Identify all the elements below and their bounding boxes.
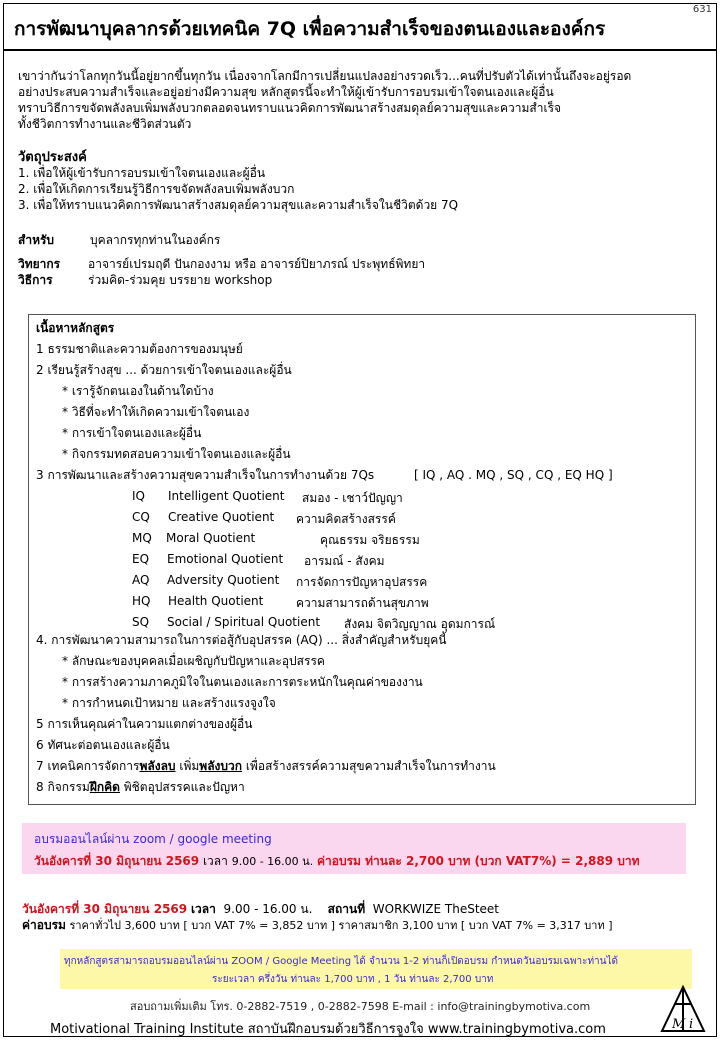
course-subtopic: * เรารู้จักตนเองในด้านใดบ้าง bbox=[62, 384, 214, 398]
onsite-fee bbox=[22, 918, 613, 933]
objective-item: 2. เพื่อให้เกิดการเรียนรู้วิธีการขจัดพลังลบเพิ่มพลังบวก bbox=[18, 182, 295, 196]
negative-energy-text: พลังลบ bbox=[139, 759, 176, 773]
topic-7-middle: เพิ่ม bbox=[175, 759, 200, 773]
course-subtopic: * วิธีที่จะทำให้เกิดความเข้าใจตนเอง bbox=[62, 405, 250, 419]
onsite-time-label: เวลา bbox=[190, 902, 216, 916]
online-training-title: อบรมออนไลน์ผ่าน zoom / google meeting bbox=[34, 832, 272, 846]
course-topic-5: 5 การเห็นคุณค่าในความแตกต่างของผู้อื่น bbox=[36, 717, 253, 731]
course-topic-6: 6 ทัศนะต่อตนเองและผู้อื่น bbox=[36, 738, 170, 752]
q-abbr: AQ bbox=[132, 573, 150, 587]
course-subtopic: * ลักษณะของบุคคลเมื่อเผชิญกับปัญหาและอุปสรรค bbox=[62, 654, 325, 668]
audience-label: สำหรับ bbox=[18, 233, 55, 247]
q-abbr: IQ bbox=[132, 489, 145, 503]
q-thai: สังคม จิตวิญญาณ อุดมการณ์ bbox=[344, 617, 496, 631]
q-abbr: SQ bbox=[132, 615, 150, 629]
objective-item: 3. เพื่อให้ทราบแนวคิดการพัฒนาสร้างสมดุลย์ความสุขและความสำเร็จในชีวิตด้วย 7Q bbox=[18, 198, 459, 212]
topic-7-suffix: เพื่อสร้างสรรค์ความสุขความสำเร็จในการทำงาน bbox=[242, 759, 496, 773]
intro-line-2: อย่างประสบความสำเร็จและอยู่อย่างมีความสุข หลักสูตรนี้จะทำให้ผู้เข้ารับการอบรมเข้าใจตนเองและผู้อื่น bbox=[18, 85, 554, 99]
course-topic-7 bbox=[36, 756, 496, 777]
q-name: Moral Quotient bbox=[166, 531, 256, 545]
objective-item: 1. เพื่อให้ผู้เข้ารับการอบรมเข้าใจตนเองและผู้อื่น bbox=[18, 166, 266, 180]
onsite-time: 9.00 - 16.00 น. bbox=[223, 902, 313, 916]
online-time: 9.00 - 16.00 น. bbox=[231, 855, 314, 868]
course-subtopic: * การกำหนดเป้าหมาย และสร้างแรงจูงใจ bbox=[62, 696, 276, 710]
q-abbr: EQ bbox=[132, 552, 150, 566]
intro-line-1: เขาว่ากันว่าโลกทุกวันนี้อยู่ยากขึ้นทุกวัน เนื่องจากโลกมีการเปลี่ยนแปลงอย่างรวดเร็ว...คนที่ปรับตัวได้เท่านั้นถึงจะอยู่รอด bbox=[18, 69, 632, 83]
svg-text:M: M bbox=[672, 1017, 686, 1032]
venue-value: WORKWIZE TheSteet bbox=[372, 902, 499, 916]
contact-info: สอบถามเพิ่มเติม โทร. 0-2882-7519 , 0-2882-7598 E-mail : info@trainingbymotiva.com bbox=[130, 1000, 591, 1013]
practice-thinking-text: ฝึกคิด bbox=[89, 780, 120, 794]
topic-7-prefix: 7 เทคนิคการจัดการ bbox=[36, 759, 140, 773]
q-thai: คุณธรรม จริยธรรม bbox=[320, 533, 420, 547]
q-name: Health Quotient bbox=[168, 594, 264, 608]
notice-line-1: ทุกหลักสูตรสามารถอบรมออนไลน์ผ่าน ZOOM / Google Meeting ได้ จำนวน 1-2 ท่านก็เปิดอบรม กำหนดวันอบรมเฉพาะท่านได้ bbox=[64, 956, 619, 967]
course-topic-1: 1 ธรรมชาติและความต้องการของมนุษย์ bbox=[36, 342, 243, 356]
online-price: ค่าอบรม ท่านละ 2,700 บาท (บวก VAT7%) = 2,889 บาท bbox=[317, 854, 640, 868]
online-training-schedule bbox=[34, 852, 640, 871]
topic-8-prefix: 8 กิจกรรม bbox=[36, 780, 90, 794]
onsite-schedule bbox=[22, 902, 499, 917]
course-subtopic: * การเข้าใจตนเองและผู้อื่น bbox=[62, 426, 202, 440]
fee-label: ค่าอบรม bbox=[22, 918, 66, 932]
page-title: การพัฒนาบุคลากรด้วยเทคนิค 7Q เพื่อความสำเร็จของตนเองและองค์กร bbox=[14, 18, 606, 40]
notice-line-2: ระยะเวลา ครึ่งวัน ท่านละ 1,700 บาท , 1 วัน ท่านละ 2,700 บาท bbox=[212, 974, 494, 985]
institute-logo-icon bbox=[658, 984, 708, 1034]
course-topic-2: 2 เรียนรู้สร้างสุข ... ด้วยการเข้าใจตนเองและผู้อื่น bbox=[36, 363, 292, 377]
q-abbr: CQ bbox=[132, 510, 150, 524]
q-name: Emotional Quotient bbox=[167, 552, 284, 566]
page-number: 631 bbox=[692, 4, 712, 15]
fee-value: ราคาทั่วไป 3,600 บาท [ บวก VAT 7% = 3,852 บาท ] ราคาสมาชิก 3,100 บาท [ บวก VAT 7% = 3,317 บาท ] bbox=[69, 919, 613, 932]
intro-line-4: ทั้งชีวิตการทำงานและชีวิตส่วนตัว bbox=[18, 117, 192, 131]
q-thai: สมอง - เชาว์ปัญญา bbox=[302, 491, 403, 505]
q-name: Intelligent Quotient bbox=[168, 489, 285, 503]
audience-value: บุคลากรทุกท่านในองค์กร bbox=[90, 233, 221, 247]
q-thai: ความคิดสร้างสรรค์ bbox=[296, 512, 396, 526]
footer-institute: Motivational Training Institute สถาบันฝึกอบรมด้วยวิธีการจูงใจ www.trainingbymotiva.com bbox=[50, 1022, 606, 1037]
q-thai: การจัดการปัญหาอุปสรรค bbox=[296, 575, 428, 589]
q-name: Creative Quotient bbox=[168, 510, 275, 524]
speaker-label: วิทยากร bbox=[18, 257, 61, 271]
intro-line-3: ทราบวิธีการขจัดพลังลบเพิ่มพลังบวกตลอดจนทราบแนวคิดการพัฒนาสร้างสมดุลย์ความสุขและความสำเร็จ bbox=[18, 101, 562, 115]
q-name: Social / Spiritual Quotient bbox=[167, 615, 321, 629]
course-subtopic: * กิจกรรมทดสอบความเข้าใจตนเองและผู้อื่น bbox=[62, 447, 291, 461]
q-thai: ความสามารถด้านสุขภาพ bbox=[296, 596, 429, 610]
online-time-label: เวลา bbox=[202, 854, 228, 868]
quotient-list-brackets: [ IQ , AQ . MQ , SQ , CQ , EQ HQ ] bbox=[414, 468, 613, 482]
method-value: ร่วมคิด-ร่วมคุย บรรยาย workshop bbox=[88, 273, 273, 287]
course-heading: เนื้อหาหลักสูตร bbox=[36, 321, 115, 335]
svg-text:i: i bbox=[689, 1017, 694, 1032]
speaker-value: อาจารย์เปรมฤดี ปันกองงาม หรือ อาจารย์ปิยาภรณ์ ประพุทธ์พิทยา bbox=[88, 257, 426, 271]
q-name: Adversity Quotient bbox=[167, 573, 280, 587]
objectives-heading: วัตถุประสงค์ bbox=[18, 150, 87, 165]
course-topic-8 bbox=[36, 777, 245, 798]
q-thai: อารมณ์ - สังคม bbox=[304, 554, 385, 568]
online-date: วันอังคารที่ 30 มิถุนายน 2569 bbox=[34, 854, 200, 868]
method-label: วิธีการ bbox=[18, 273, 53, 287]
positive-energy-text: พลังบวก bbox=[199, 759, 243, 773]
venue-label: สถานที่ bbox=[327, 902, 366, 916]
topic-8-suffix: พิชิตอุปสรรคและปัญหา bbox=[119, 780, 245, 794]
course-topic-4: 4. การพัฒนาความสามารถในการต่อสู้กับอุปสรรค (AQ) ... สิ่งสำคัญสำหรับยุคนี้ bbox=[36, 633, 447, 647]
q-abbr: HQ bbox=[132, 594, 151, 608]
course-topic-3: 3 การพัฒนาและสร้างความสุขความสำเร็จในการทำงานด้วย 7Qs bbox=[36, 468, 375, 482]
onsite-date: วันอังคารที่ 30 มิถุนายน 2569 bbox=[22, 902, 188, 916]
course-subtopic: * การสร้างความภาคภูมิใจในตนเองและการตระหนักในคุณค่าของงาน bbox=[62, 675, 423, 689]
q-abbr: MQ bbox=[132, 531, 152, 545]
